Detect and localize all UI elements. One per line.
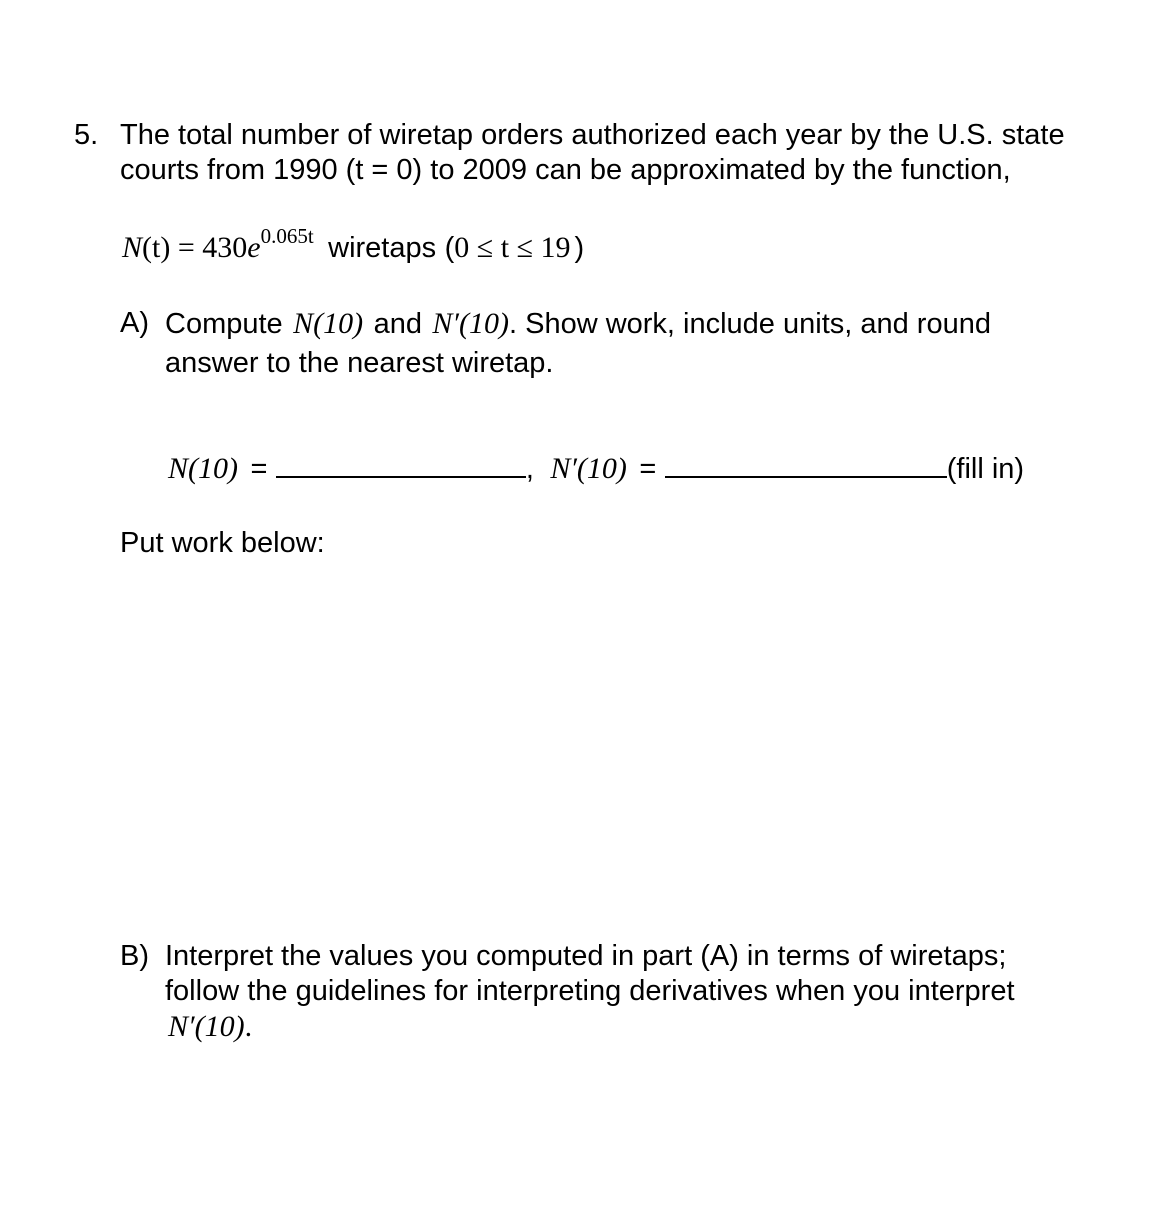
fill-eq-2: =	[639, 453, 657, 485]
part-b-label: B)	[120, 940, 149, 972]
part-b-period: .	[244, 1010, 253, 1043]
part-b-nprime10: N′(10)	[168, 1010, 245, 1043]
work-prompt: Put work below:	[120, 527, 325, 559]
n10-answer-blank[interactable]	[276, 454, 526, 478]
formula-domain: 0 ≤ t ≤ 19	[454, 231, 571, 264]
fill-comma: ,	[525, 453, 534, 485]
part-a-line2: answer to the nearest wiretap.	[165, 347, 554, 379]
problem-intro-line1: The total number of wiretap orders authorized each year by the U.S. state	[120, 119, 1065, 151]
fill-eq-1: =	[250, 453, 268, 485]
part-a-n10: N(10)	[293, 307, 364, 340]
problem-number: 5.	[74, 119, 99, 151]
work-area[interactable]	[120, 575, 1050, 915]
formula-domain-open: (	[444, 232, 455, 264]
formula-units: wiretaps	[328, 232, 437, 264]
part-b-line3	[168, 1010, 252, 1044]
fill-in-note: (fill in)	[946, 453, 1025, 485]
part-a-line1	[165, 307, 991, 341]
nprime10-answer-blank[interactable]	[665, 454, 947, 478]
part-a-rest: . Show work, include units, and round	[508, 308, 991, 340]
formula-e: e	[247, 231, 261, 264]
formula-eq: = 430	[170, 231, 248, 264]
fill-nprime-label: N′(10)	[550, 452, 627, 485]
formula-domain-close: )	[574, 232, 585, 264]
part-a-label: A)	[120, 307, 149, 339]
fill-in-row	[168, 452, 1024, 486]
part-b-line2: follow the guidelines for interpreting derivatives when you interpret	[165, 975, 1015, 1007]
formula-lhs-arg: (t)	[142, 231, 171, 264]
part-a-nprime10: N′(10)	[432, 307, 509, 340]
part-a-and: and	[373, 308, 422, 340]
part-b-line1: Interpret the values you computed in part (A) in terms of wiretaps;	[165, 940, 1007, 972]
function-formula	[122, 224, 585, 265]
formula-exponent: 0.065t	[260, 224, 314, 248]
formula-lhs: N	[122, 231, 143, 264]
fill-n10-label: N(10)	[168, 452, 238, 485]
part-a-compute: Compute	[165, 308, 283, 340]
problem-intro-line2: courts from 1990 (t = 0) to 2009 can be approximated by the function,	[120, 154, 1011, 186]
